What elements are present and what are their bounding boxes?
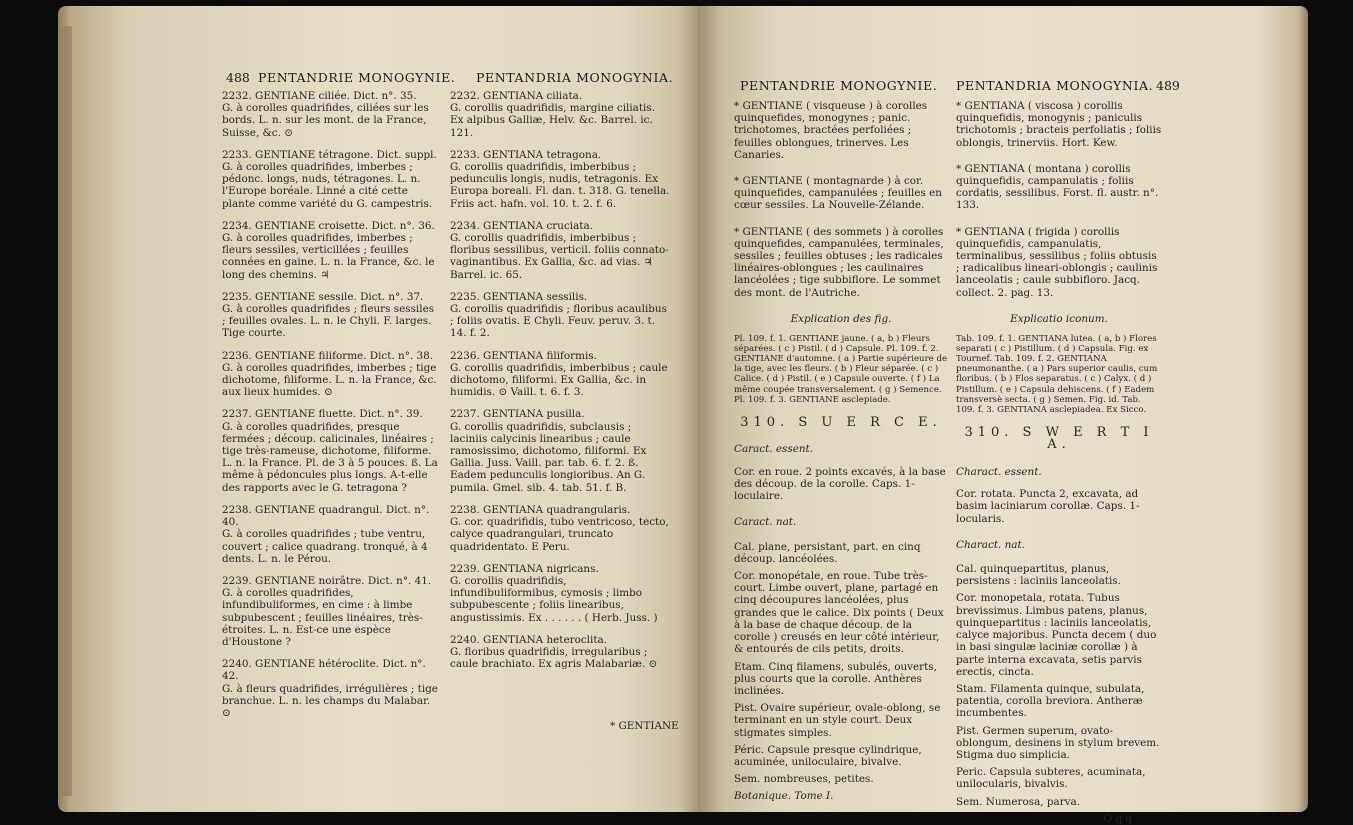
fr-caract-nat-title: Caract. nat. — [734, 516, 797, 529]
entry — [450, 504, 670, 553]
entry — [450, 291, 670, 340]
entry-description: G. corollis quadrifidis, imberbibus ; pedunculis longis, nudis, tetragonis. Ex Europa boreali. Fl. dan. t. 318. G. tenella. Friis act. hafn. vol. 10. t. 2. f. 6. — [450, 161, 670, 210]
left-page — [58, 6, 698, 812]
entry — [450, 220, 670, 281]
entry-heading: * GENTIANA ( viscosa ) corollis quinquefidis, monogynis ; paniculis trichotomis ; bracteis perfoliatis ; foliis oblongis, trinerviis. Hort. Kew. — [956, 100, 1162, 149]
entry — [222, 90, 440, 139]
catchword: * GENTIANE — [610, 720, 679, 732]
entry-description: G. corollis quadrifidis, subclausis ; laciniis calycinis linearibus ; caule ramosissimo, dichotomo, filiformi. Ex Gallia. Juss. Vaill. par. tab. 6. f. 2. ß. Eadem pedunculis longioribus. An G. pumila. Gmel. sib. 4. tab. 51. f. B. — [450, 420, 647, 494]
character-paragraph: Sem. Numerosa, parva. — [956, 795, 1081, 808]
entry-heading: * GENTIANE ( montagnarde ) à cor. quinquefides, campanulées ; feuilles en cœur sessiles. La Nouvelle-Zélande. — [734, 175, 942, 212]
entry — [450, 90, 670, 139]
character-paragraph: Sem. nombreuses, petites. — [734, 773, 874, 786]
left-french-column — [222, 90, 440, 729]
explication-la-title: Explicatio iconum. — [1010, 312, 1108, 325]
entry-heading: 2233. GENTIANE tétragone. Dict. suppl. — [222, 148, 437, 161]
la-caract-nat-title: Charact. nat. — [956, 538, 1025, 551]
entry-description: G. à corolles quadrifides ; tube ventru, couvert ; calice quadrang. tronqué, à 4 dents. L. n. le Pérou. — [222, 528, 428, 565]
entry-heading: 2237. GENTIANA pusilla. — [450, 408, 585, 421]
header-french-left: PENTANDRIE MONOGYNIE. — [258, 70, 456, 85]
character-paragraph: Peric. Capsula subteres, acuminata, unilocularis, bivalvis. — [956, 766, 1146, 791]
character-paragraph: Cor. monopétale, en roue. Tube très-court. Limbe ouvert, plane, partagé en cinq découpures lancéolées, plus grandes que le calice. Dix points ( Deux à la base de chaque découp. de la corolle ) creusés en leur côté intérieur, & entourés de cils petits, droits. — [734, 570, 944, 656]
character-paragraph: Etam. Cinq filamens, subulés, ouverts, plus courts que la corolle. Anthères inclinées. — [734, 660, 937, 697]
entry-heading: 2232. GENTIANE ciliée. Dict. n°. 35. — [222, 90, 417, 102]
page-number-right: 489 — [1156, 78, 1180, 93]
character-paragraph: Stam. Filamenta quinque, subulata, patentia, corolla breviora. Antheræ incumbentes. — [956, 682, 1145, 720]
explication-fr: Pl. 109. f. 1. GENTIANE jaune. ( a, b ) Fleurs séparées. ( c ) Pistil. ( d ) Capsule. Pl. 109. f. 2. GENTIANE d'automne. ( a ) Partie supérieure de la tige, avec les fleurs. ( b ) Fleur séparée. ( c ) Calice. ( d ) Pistil. ( e ) Capsule ouverte. ( f ) La même coupée transversalement. ( g ) Semence. Pl. 109. f. 3. GENTIANE asclepiade. — [734, 333, 948, 405]
entry — [222, 350, 440, 399]
entry-heading: 2234. GENTIANA cruciata. — [450, 219, 593, 232]
la-caract-essent: Cor. rotata. Puncta 2, excavata, ad basim laciniarum corollæ. Caps. 1-locularis. — [956, 488, 1140, 525]
la-caract-essent-title: Charact. essent. — [956, 465, 1042, 478]
entry — [222, 291, 440, 340]
left-latin-column — [450, 90, 670, 680]
entry — [222, 220, 440, 281]
page-edges — [62, 26, 72, 796]
entry-description: G. corollis quadrifidis, infundibuliformibus, cymosis ; limbo subpubescente ; foliis linearibus, angustissimis. Ex . . . . . . ( Herb. Juss. ) — [450, 574, 658, 624]
entry-description: G. à corolles quadrifides, imberbes ; fleurs sessiles, verticillées ; feuilles connées en gaine. L. n. la France, &c. le long des chemins. ♃ — [222, 232, 435, 281]
character-paragraph: Cal. quinquepartitus, planus, persistens : laciniis lanceolatis. — [956, 563, 1121, 588]
entry-heading: * GENTIANA ( montana ) corollis quinquefidis, campanulatis ; foliis cordatis, sessilibus. Forst. fl. austr. n°. 133. — [956, 162, 1159, 212]
entry — [222, 575, 440, 648]
entry-description: G. floribus quadrifidis, irregularibus ; caule brachiato. Ex agris Malabariæ. ⊙ — [450, 645, 658, 671]
footer-right: Q q q — [1103, 812, 1132, 825]
entry — [450, 149, 670, 210]
entry-heading: 2239. GENTIANA nigricans. — [450, 562, 599, 575]
entry — [450, 408, 670, 493]
entry-description: G. cor. quadrifidis, tubo ventricoso, tecto, calyce quadrangulari, truncato quadridentato. E Peru. — [450, 516, 669, 553]
entry — [734, 226, 948, 299]
entry-heading: 2232. GENTIANA ciliata. — [450, 90, 583, 102]
entry-heading: 2234. GENTIANE croisette. Dict. n°. 36. — [222, 219, 435, 232]
entry-heading: 2236. GENTIANE filiforme. Dict. n°. 38. — [222, 349, 434, 362]
entry-description: G. à corolles quadrifides, imberbes ; tige dichotome, filiforme. L. n. la France, &c. aux lieux humides. ⊙ — [222, 361, 437, 399]
entry-description: G. corollis quadrifidis, imberbibus ; floribus sessilibus, verticil. foliis connato-vaginantibus. Ex Gallia, &c. ad vias. ♃ Barrel. ic. 65. — [450, 232, 669, 281]
right-latin-column — [956, 100, 1162, 825]
entry — [956, 163, 1162, 212]
entry-description: G. à corolles quadrifides, infundibuliformes, en cime : à limbe subpubescent ; feuilles linéaires, très-étroites. L. n. Est-ce une espèce d'Houstone ? — [222, 587, 423, 648]
entry-heading: 2238. GENTIANE quadrangul. Dict. n°. 40. — [222, 503, 430, 529]
entry — [222, 658, 440, 719]
entry-description: G. à corolles quadrifides, imberbes ; pédonc. longs, nuds, tétragones. L. n. l'Europe boréale. Linné a cité cette plante comme variété du G. campestris. — [222, 161, 433, 210]
entry-description: G. à corolles quadrifides, ciliées sur les bords. L. n. sur les mont. de la France, Suisse, &c. ⊙ — [222, 102, 429, 139]
page-number-left: 488 — [226, 70, 250, 85]
fr-caract-essent-title: Caract. essent. — [734, 443, 814, 456]
entry-description: G. à corolles quadrifides, presque fermées ; découp. calicinales, linéaires ; tige très-rameuse, dichotome, filiforme. L. n. la France. Pl. de 3 à 5 pouces. ß. La même à pédoncules plus longs. A-t-elle des rapports avec le G. tetragona ? — [222, 420, 438, 494]
entry-heading: * GENTIANA ( frigida ) corollis quinquefidis, campanulatis, terminalibus, sessilibus ; foliis obtusis ; radicalibus lineari-oblongis ; caulinis lanceolatis ; caule subbifloro. Jacq. collect. 2. pag. 13. — [956, 225, 1158, 299]
header-latin-right: PENTANDRIA MONOGYNIA. — [956, 78, 1154, 93]
entry — [734, 100, 948, 161]
entry-heading: * GENTIANE ( des sommets ) à corolles quinquefides, campanulées, terminales, sessiles ; feuilles obtuses ; les radicales linéaires-oblongues ; les caulinaires lancéolées ; tige subbiflore. Le sommet des mont. de l'Autriche. — [734, 225, 944, 299]
entry — [450, 563, 670, 624]
character-paragraph: Cal. plane, persistant, part. en cinq découp. lancéolées. — [734, 540, 921, 565]
entry-heading: 2233. GENTIANA tetragona. — [450, 148, 602, 161]
entry-description: G. à corolles quadrifides ; fleurs sessiles ; feuilles ovales. L. n. le Chyli. F. larges. Tige courte. — [222, 303, 435, 340]
entry — [450, 350, 670, 399]
entry — [956, 100, 1162, 149]
character-paragraph: Péric. Capsule presque cylindrique, acuminée, uniloculaire, bivalve. — [734, 743, 922, 768]
entry-heading: * GENTIANE ( visqueuse ) à corolles quinquefides, monogynes ; panic. trichotomes, bractées perfoliées ; feuilles oblongues, trinerves. Les Canaries. — [734, 100, 928, 161]
right-page — [698, 6, 1308, 825]
fr-caract-essent: Cor. en roue. 2 points excavés, à la base des découp. de la corolle. Caps. 1-loculaire. — [734, 465, 946, 503]
entry — [734, 175, 948, 212]
character-paragraph: Cor. monopetala, rotata. Tubus brevissimus. Limbus patens, planus, quinquepartitus : laciniis lanceolatis, calyce majoribus. Puncta decem ( duo in basi singulæ laciniæ corollæ ) à parte interna excavata, setis parvis erectis, cincta. — [956, 592, 1157, 678]
entry-heading: 2238. GENTIANA quadrangularis. — [450, 503, 631, 516]
entry-description: G. corollis quadrifidis ; floribus acaulibus ; foliis ovatis. E Chyli. Feuv. peruv. 3. t. 14. f. 2. — [450, 303, 667, 340]
character-paragraph: Pist. Germen superum, ovato-oblongum, desinens in stylum brevem. Stigma duo simplicia. — [956, 724, 1160, 761]
entry — [222, 149, 440, 210]
header-french-right: PENTANDRIE MONOGYNIE. — [740, 78, 938, 93]
genus-heading-fr: 310. S U E R C E. — [740, 415, 942, 431]
entry-heading: 2235. GENTIANE sessile. Dict. n°. 37. — [222, 290, 424, 303]
character-paragraph: Pist. Ovaire supérieur, ovale-oblong, se terminant en un style court. Deux stigmates simples. — [734, 702, 941, 739]
entry — [222, 504, 440, 565]
footer-left: Botanique. Tome I. — [734, 790, 834, 803]
explication-la: Tab. 109. f. 1. GENTIANA lutea. ( a, b ) Flores separati ( c ) Pistillum. ( d ) Capsula. Fig. ex Tournef. Tab. 109. f. 2. GENTIANA pneumonanthe. ( a ) Pars superior caulis, cum floribus. ( b ) Flos separatus. ( c ) Calyx. ( d ) Pistillum. ( e ) Capsula dehiscens. ( f ) Eadem transversè secta. ( g ) Semen. Fig. id. Tab. 109. f. 3. GENTIANA asclepiadea. Ex Sicco. — [956, 333, 1158, 416]
entry-heading: 2235. GENTIANA sessilis. — [450, 290, 588, 303]
entry-heading: 2236. GENTIANA filiformis. — [450, 349, 597, 362]
entry-heading: 2240. GENTIANA heteroclita. — [450, 633, 607, 646]
entry-heading: 2240. GENTIANE hétéroclite. Dict. n°. 42. — [222, 658, 426, 683]
header-latin-left: PENTANDRIA MONOGYNIA. — [476, 70, 674, 85]
entry-description: G. corollis quadrifidis, imberbibus ; caule dichotomo, filiformi. Ex Gallia, &c. in humidis. ⊙ Vaill. t. 6. f. 3. — [450, 361, 668, 399]
entry — [956, 226, 1162, 299]
entry — [222, 408, 440, 493]
entry-heading: 2239. GENTIANE noirâtre. Dict. n°. 41. — [222, 574, 432, 587]
right-french-column — [734, 100, 948, 803]
entry-description: G. corollis quadrifidis, margine ciliatis. Ex alpibus Galliæ, Helv. &c. Barrel. ic. 121. — [450, 102, 656, 139]
entry-heading: 2237. GENTIANE fluette. Dict. n°. 39. — [222, 408, 423, 421]
entry-description: G. à fleurs quadrifides, irrégulières ; tige branchue. L. n. les champs du Malabar. ⊙ — [222, 682, 438, 719]
entry — [450, 634, 670, 671]
explication-fr-title: Explication des fig. — [790, 312, 892, 325]
genus-heading-la: 310. S W E R T I A. — [964, 425, 1154, 453]
open-book — [58, 6, 1308, 825]
